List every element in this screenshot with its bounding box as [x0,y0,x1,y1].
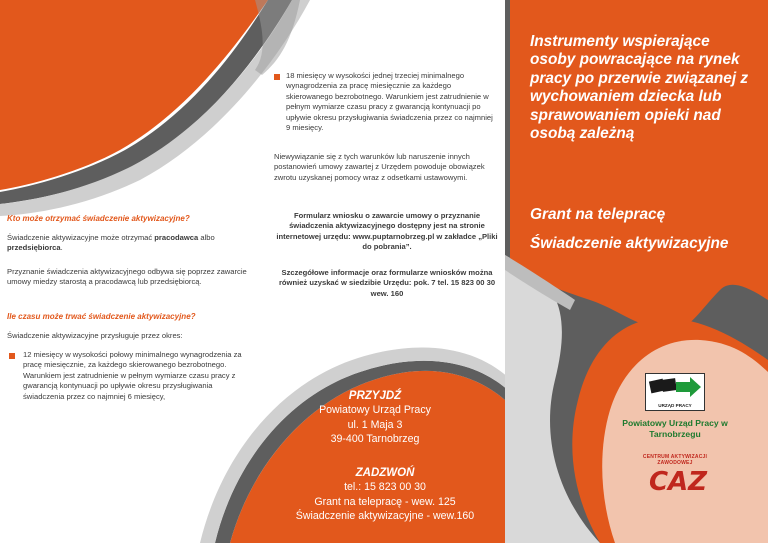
call-heading: ZADZWOŃ [355,467,415,479]
who-entrepreneur: przedsiębiorca [7,243,61,253]
form-availability-paragraph: Formularz wniosku o zawarcie umowy o przyznanie świadczenia aktywizacyjnego dostępny jest na stronie internetowej urzędu: www.puptarnobrzeg.pl w zakładce „Pliki do pobrania”. [276,211,498,252]
cover-subtitle-activation: Świadczenie aktywizacyjne [530,235,729,252]
period-intro: Świadczenie aktywizacyjne przysługuje przez okres: [7,331,183,340]
phone-swiad-ext: Świadczenie aktywizacyjne - wew.160 [295,510,475,523]
who-text-end: . [60,243,63,253]
cover-subtitle-grant: Grant na telepracę [530,206,666,223]
granting-paragraph: Przyznanie świadczenia aktywizacyjnego odbywa się poprzez zawarcie umowy miedzy starostą a pracodawcą lub przedsiębiorcą. [7,267,247,287]
up-logo-icon [646,374,704,402]
details-paragraph: Szczegółowe informacje oraz formularze wniosków można również uzyskać w siedzibie Urzędu: pok. 7 tel. 15 823 00 30 wew. 160 [278,268,496,298]
caz-logo: CAZ [648,467,708,497]
contact-visit-block [270,389,480,447]
question-who-heading: Kto może otrzymać świadczenie aktywizacyjne? [7,214,190,223]
bullet-18-months: 18 miesięcy w wysokości jednej trzeciej minimalnego wynagrodzenia za pracę miesięcznie za każdego skierowanego bezrobotnego. Warunkiem jest zatrudnienie w pełnym wymiarze czasu pracy z gwarancją kontynuacji po upływie okresu przysługiwania świadczenia przez co najmniej 9 miesięcy. [286,71,493,133]
bullet-marker [9,353,15,359]
who-text-mid: albo [198,233,215,242]
bullet-marker [274,74,280,80]
cover-title: Instrumenty wspierające osoby powracające na rynek pracy po przerwie związanej z wychowaniem dziecka lub sprawowaniem opieki nad osobą zależną [530,33,749,143]
up-logo-caption: URZĄD PRACY [658,403,692,408]
phone-grant-ext: Grant na telepracę - wew. 125 [314,495,456,508]
visit-heading: PRZYJDŹ [348,390,402,402]
who-paragraph [7,233,247,254]
question-duration-heading: Ile czasu może trwać świadczenie aktywizacyjne? [7,312,196,321]
who-employer: pracodawca [154,233,199,242]
phone-number: tel.: 15 823 00 30 [344,481,426,494]
office-name: Powiatowy Urząd Pracy [319,404,431,417]
who-text-pre: Świadczenie aktywizacyjne może otrzymać [7,233,155,242]
up-logo [645,373,705,411]
contact-call-block [260,466,510,524]
office-city: 39-400 Tarnobrzeg [330,433,420,446]
up-office-name: Powiatowy Urząd Pracy w Tarnobrzegu [622,418,728,439]
caz-caption: CENTRUM AKTYWIZACJI ZAWODOWEJ [642,454,708,466]
bullet-12-months: 12 miesięcy w wysokości połowy minimalnego wynagrodzenia za pracę miesięcznie, za każdego skierowanego bezrobotnego. Warunkiem jest zatrudnienie w pełnym wymiarze czasu pracy z gwarancją kontynuacji po upływie okresu przysługiwania świadczenia przez co najmniej 6 miesięcy, [23,350,242,401]
office-street: ul. 1 Maja 3 [347,418,403,431]
breach-paragraph: Niewywiązanie się z tych warunków lub naruszenie innych postanowień umowy zawartej z Urzędem powoduje obowiązek zwrotu uzyskanej pomocy wraz z odsetkami ustawowymi. [274,152,485,182]
